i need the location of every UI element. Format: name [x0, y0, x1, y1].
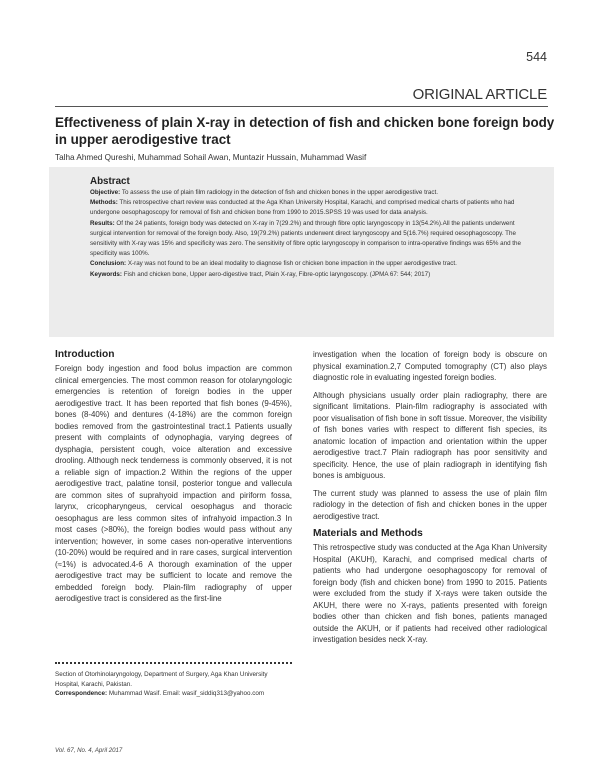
abstract-methods [90, 198, 522, 218]
section-label: ORIGINAL ARTICLE [412, 86, 547, 103]
materials-methods-heading: Materials and Methods [313, 528, 423, 539]
keywords-label: Keywords: [90, 270, 122, 278]
objective-text: To assess the use of plain film radiology in the detection of fish and chicken bones in the upper aerodigestive tract. [121, 189, 439, 196]
introduction-paragraph: Although physicians usually order plain radiography, there are significant limitations. Plain-film radiography is associated with poor visualisation of fish bone in soft tissue. Moreover, the visibility of fish bones varies with respect to different fish species, its anatomic location of impaction and orientation within the upper aerodigestive tract.7 Plain radiograph has poor sensitivity and specificity. Hence, the use of plain radiograph in identifying fish bones is ambiguous. [313, 390, 547, 480]
materials-methods-paragraph: This retrospective study was conducted at the Aga Khan University Hospital (AKUH), Karachi, and comprised medical charts of patients who had undergone oesophagoscopy for removal of foreign body (fish and chicken bone) from 1990 to 2015. Patients were excluded from the study if X-rays were taken outside the AKUH, there were no X-rays, patients presented with foreign bodies other than chicken and fish bones, patients managed outside the AKUH, or if patients had received other radiological investigation besides neck X-ray. [313, 543, 547, 644]
journal-issue-footer: Vol. 67, No. 4, April 2017 [55, 747, 123, 754]
correspondence-line [55, 689, 292, 699]
objective-label: Objective: [90, 189, 121, 196]
abstract-conclusion [90, 259, 522, 269]
introduction-paragraph: Foreign body ingestion and food bolus impaction are common clinical emergencies. The most common reason for otolaryngologic emergencies is retention of foreign bodies in the upper aerodigestive tract. It has been reported that fish bones (9-45%), bones (8-40%) and dentures (4-18%) are the common foreign bodies removed from the gastrointestinal tract.1 Patients usually present with complaints of odynophagia, varying degrees of dysphagia, persistent cough, voice alteration and excessive drooling. Although neck tenderness is commonly observed, it is not a reliable sign of impaction.2 Within the regions of the upper aerodigestive tract, palatine tonsil, posterior tongue and vallecula are common sites of suprahyoid impaction and piriform fossa, larynx, cricopharyngeus, cervical oesophagus and thoracic oesophagus are less common sites of infrahyoid impaction.3 In most cases (>80%), the foreign bodies would pass without any intervention; however, in some cases non-operative interventions (10-20%) would be required and in rare cases, surgical intervention (≈1%) is advocated.4-6 A thorough examination of the upper aerodigestive tract may be sufficient to locate and remove the embedded foreign body. Plain-film radiography of upper aerodigestive tract is considered as the first-line [55, 364, 292, 603]
page-number: 544 [526, 50, 547, 64]
methods-label: Methods: [90, 199, 118, 207]
conclusion-text: X-ray was not found to be an ideal modality to diagnose fish or chicken bone impaction in the upper aerodigestive tract. [127, 260, 457, 268]
abstract-objective [90, 188, 522, 198]
keywords-text: Fish and chicken bone, Upper aero-digestive tract, Plain X-ray, Fibre-optic laryngoscopy. (JPMA 67: 544; 2017) [123, 270, 431, 278]
abstract-heading: Abstract [90, 176, 130, 187]
introduction-paragraph-continued: investigation when the location of foreign body is obscure on physical examination.2,7 Computed tomography (CT) also plays diagnostic role in evaluating ingested foreign bodies. [313, 350, 547, 382]
introduction-heading: Introduction [55, 349, 115, 360]
affiliation-text: Section of Otorhinolaryngology, Department of Surgery, Aga Khan University Hospital, Karachi, Pakistan. [55, 671, 268, 688]
left-column [55, 349, 292, 605]
conclusion-label: Conclusion: [90, 260, 127, 268]
abstract-results [90, 219, 522, 260]
right-column [313, 349, 547, 646]
abstract-keywords [90, 270, 522, 280]
methods-text: This retrospective chart review was conducted at the Aga Khan University Hospital, Karachi, and comprised medical charts of patients who had undergone oesophagoscopy for removal of fish and chicken bone from 1990 to 2015.SPSS 19 was used for data analysis. [90, 199, 515, 217]
abstract-body [90, 188, 522, 280]
author-list: Talha Ahmed Qureshi, Muhammad Sohail Awan, Muntazir Hussain, Muhammad Wasif [55, 153, 367, 162]
article-title: Effectiveness of plain X-ray in detection of fish and chicken bone foreign body in upper aerodigestive tract [55, 115, 555, 147]
results-text: Of the 24 patients, foreign body was detected on X-ray in 7(29.2%) and through fibre optic laryngoscopy in 13(54.2%).All the patients underwent surgical intervention for removal of the foreign body. Also, 19(79.2%) patients underwent direct laryngoscopy and 5(16.7%) required oesophagoscopy. The sensitivity with X-ray was 15% and specificity was zero. The sensitivity of fibre optic laryngoscopy in comparison to intra-operative findings was 65% and the specificity was 100%. [90, 219, 521, 258]
correspondence-label: Correspondence: [55, 690, 108, 698]
affiliation-note [55, 670, 292, 699]
correspondence-text: Muhammad Wasif. Email: wasif_siddiq313@yahoo.com [108, 690, 265, 698]
introduction-paragraph: The current study was planned to assess the use of plain film radiology in the detection of fish and chicken bones in the upper aerodigestive tract. [313, 488, 547, 521]
results-label: Results: [90, 219, 115, 227]
header-rule [55, 106, 548, 107]
footnote-divider [55, 662, 292, 664]
